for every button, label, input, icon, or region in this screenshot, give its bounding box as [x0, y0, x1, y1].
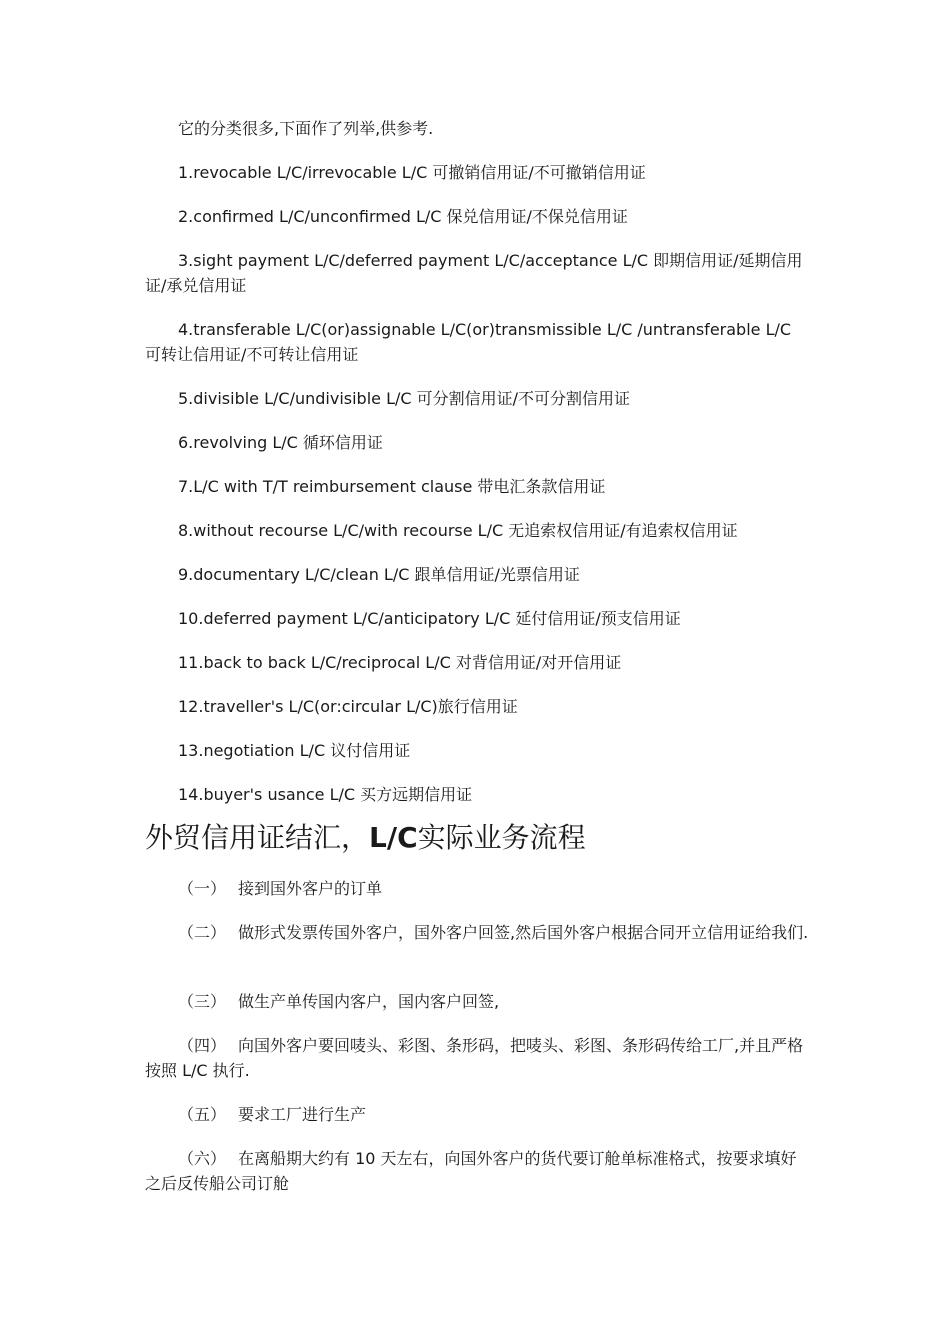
lc-type-item: 7.L/C with T/T reimbursement clause 带电汇条款信用证: [178, 477, 606, 496]
process-step: [145, 1146, 810, 1196]
lc-type-item: 4.transferable L/C(or)assignable L/C(or)transmissible L/C /untransferable L/C 可转让信用证/不可转让信用证: [145, 320, 792, 364]
heading-suffix: 实际业务流程: [417, 821, 586, 854]
lc-type-item: 13.negotiation L/C 议付信用证: [178, 741, 411, 760]
lc-type-item: 3.sight payment L/C/deferred payment L/C/acceptance L/C 即期信用证/延期信用证/承兑信用证: [145, 251, 803, 295]
section-heading: [145, 820, 810, 856]
process-step: [145, 876, 810, 901]
process-step: [145, 920, 810, 945]
lc-type-item: 2.confirmed L/C/unconfirmed L/C 保兑信用证/不保兑信用证: [178, 207, 628, 226]
step-text: 接到国外客户的订单: [238, 879, 383, 898]
lc-type-item: 11.back to back L/C/reciprocal L/C 对背信用证/对开信用证: [178, 653, 622, 672]
step-text: 在离船期大约有 10 天左右，向国外客户的货代要订舱单标准格式，按要求填好之后反传船公司订舱: [145, 1149, 797, 1193]
process-step: [145, 1033, 810, 1083]
lc-type-item: 8.without recourse L/C/with recourse L/C 无追索权信用证/有追索权信用证: [178, 521, 738, 540]
step-number: （六）: [178, 1149, 227, 1168]
step-number: （三）: [178, 992, 227, 1011]
process-step: [145, 989, 810, 1014]
step-number: （一）: [178, 879, 227, 898]
heading-strong: L/C: [369, 821, 418, 854]
step-text: 做形式发票传国外客户，国外客户回签,然后国外客户根据合同开立信用证给我们.: [238, 923, 809, 942]
step-text: 向国外客户要回唛头、彩图、条形码，把唛头、彩图、条形码传给工厂,并且严格按照 L/C 执行.: [145, 1036, 804, 1080]
step-number: （二）: [178, 923, 227, 942]
lc-type-item: 1.revocable L/C/irrevocable L/C 可撤销信用证/不可撤销信用证: [178, 163, 646, 182]
lc-type-item: 10.deferred payment L/C/anticipatory L/C 延付信用证/预支信用证: [178, 609, 681, 628]
heading-prefix: 外贸信用证结汇，: [145, 821, 370, 854]
lc-type-item: 14.buyer's usance L/C 买方远期信用证: [178, 785, 473, 804]
intro-paragraph: 它的分类很多,下面作了列举,供参考.: [178, 119, 434, 138]
step-number: （五）: [178, 1105, 227, 1124]
lc-type-item: 9.documentary L/C/clean L/C 跟单信用证/光票信用证: [178, 565, 580, 584]
lc-type-item: 6.revolving L/C 循环信用证: [178, 433, 383, 452]
step-text: 要求工厂进行生产: [238, 1105, 367, 1124]
process-step: [145, 1102, 810, 1127]
lc-type-item: 5.divisible L/C/undivisible L/C 可分割信用证/不可分割信用证: [178, 389, 631, 408]
lc-type-item: 12.traveller's L/C(or:circular L/C)旅行信用证: [178, 697, 518, 716]
step-text: 做生产单传国内客户，国内客户回签,: [238, 992, 500, 1011]
step-number: （四）: [178, 1036, 227, 1055]
